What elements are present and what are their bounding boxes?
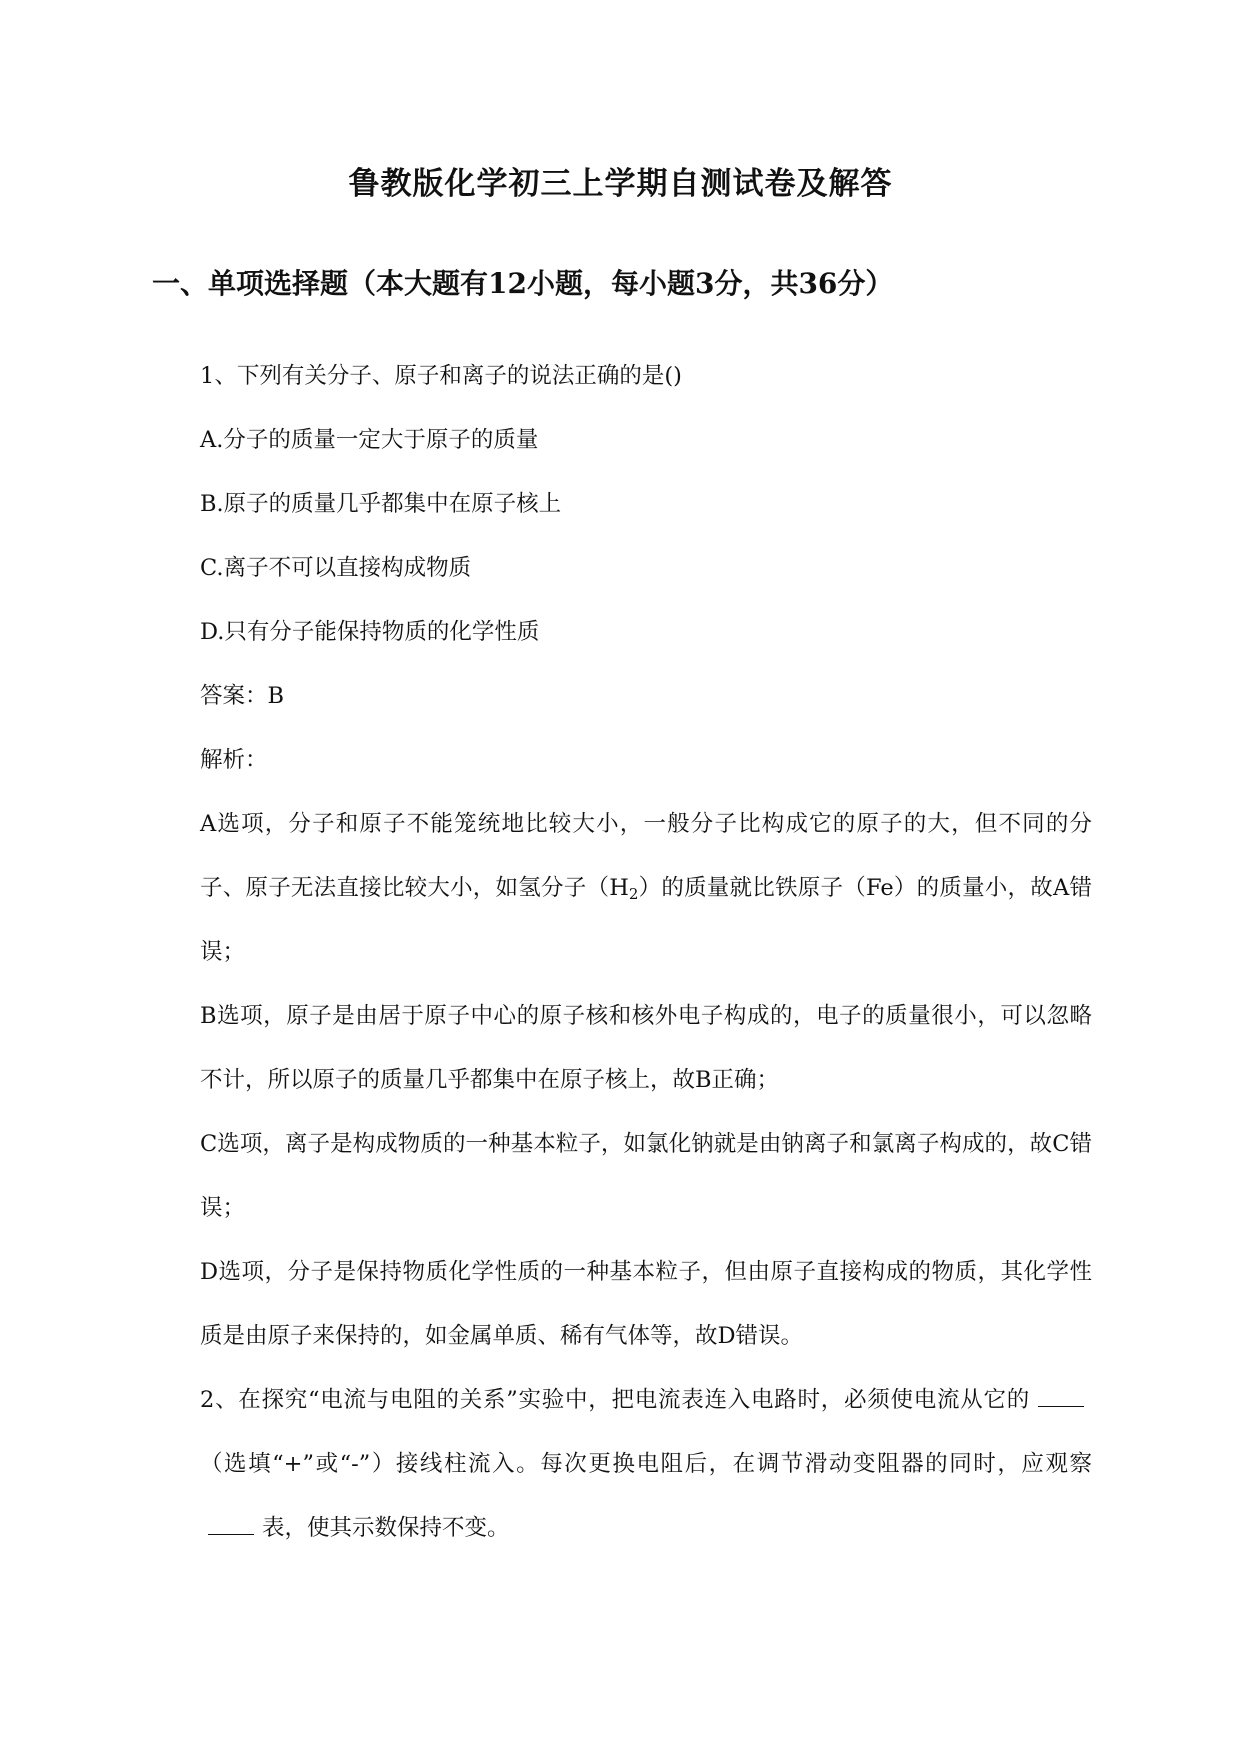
analysis-option-b: B选项，原子是由居于原子中心的原子核和核外电子构成的，电子的质量很小，可以忽略不计，所以原子的质量几乎都集中在原子核上，故B正确； bbox=[200, 1003, 1092, 1093]
analysis-option-d: D选项，分子是保持物质化学性质的一种基本粒子，但由原子直接构成的物质，其化学性质是由原子来保持的，如金属单质、稀有气体等，故D错误。 bbox=[200, 1259, 1092, 1349]
answer-text: 答案：B bbox=[200, 683, 285, 709]
section-heading: 一、单项选择题（本大题有12小题，每小题3分，共36分） bbox=[152, 267, 894, 300]
fill-blank-2 bbox=[208, 1524, 254, 1535]
option-a: A.分子的质量一定大于原子的质量 bbox=[200, 427, 539, 453]
fill-blank-1 bbox=[1038, 1396, 1084, 1407]
option-d: D.只有分子能保持物质的化学性质 bbox=[200, 619, 540, 645]
question-2-part3: 表，使其示数保持不变。 bbox=[262, 1515, 510, 1541]
question-2-text bbox=[200, 1368, 1092, 1560]
analysis-a-text-end: ）的质量就比铁原子（Fe）的质量小，故A错误； bbox=[200, 875, 1092, 965]
option-c: C.离子不可以直接构成物质 bbox=[200, 555, 472, 581]
question-content bbox=[200, 344, 1092, 1560]
analysis-option-a bbox=[200, 792, 1092, 984]
analysis-label: 解析： bbox=[200, 747, 268, 773]
question-1 bbox=[200, 344, 1092, 1368]
question-2-part2: （选填“+”或“-”）接线柱流入。每次更换电阻后，在调节滑动变阻器的同时，应观察 bbox=[200, 1451, 1092, 1477]
subscript-2: 2 bbox=[628, 885, 639, 903]
question-stem: 1、下列有关分子、原子和离子的说法正确的是() bbox=[200, 363, 682, 389]
page-title: 鲁教版化学初三上学期自测试卷及解答 bbox=[348, 166, 893, 202]
question-2-part1: 2、在探究“电流与电阻的关系”实验中，把电流表连入电路时，必须使电流从它的 bbox=[200, 1387, 1030, 1413]
analysis-a-text: A选项，分子和原子不能笼统地比较大小，一般分子比构成它的原子的大，但不同的分子、原子无法直接比较大小，如氢分子（H bbox=[200, 811, 1092, 901]
option-b: B.原子的质量几乎都集中在原子核上 bbox=[200, 491, 562, 517]
question-2 bbox=[200, 1368, 1092, 1560]
analysis-option-c: C选项，离子是构成物质的一种基本粒子，如氯化钠就是由钠离子和氯离子构成的，故C错误； bbox=[200, 1131, 1092, 1221]
